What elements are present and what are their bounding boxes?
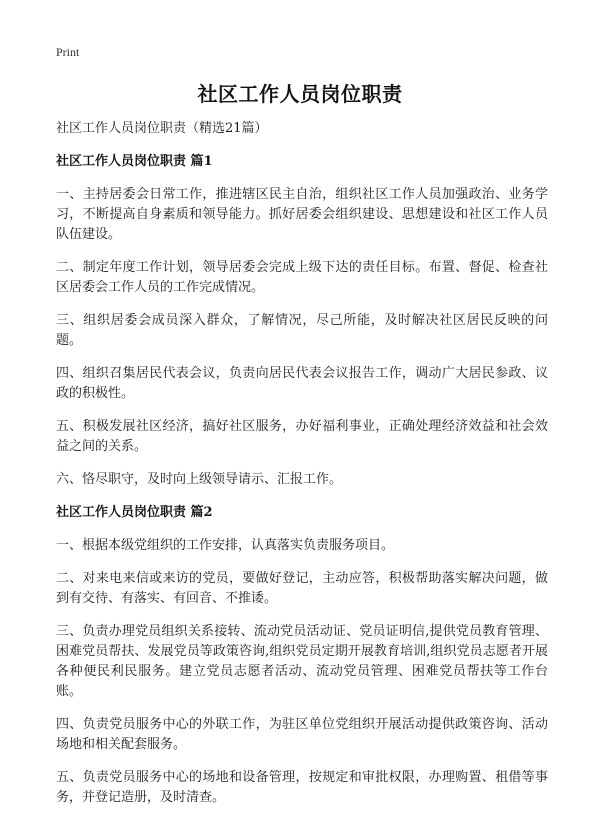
section-heading: 社区工作人员岗位职责 篇1 [56, 154, 213, 169]
section-2 [56, 503, 548, 808]
paragraph: 二、制定年度工作计划，领导居委会完成上级下达的责任目标。布置、督促、检查社区居委会工作人员的工作完成情况。 [56, 260, 548, 295]
paragraph: 三、负责办理党员组织关系接转、流动党员活动证、党员证明信,提供党员教育管理、困难党员帮扶、发展党员等政策咨询,组织党员定期开展教育培训,组织党员志愿者开展各种便民利民服务。建立党员志愿者活动、流动党员管理、困难党员帮扶等工作台账。 [56, 624, 548, 699]
section-1 [56, 152, 548, 490]
paragraph: 六、恪尽职守，及时向上级领导请示、汇报工作。 [56, 472, 343, 487]
page-title: 社区工作人员岗位职责 [197, 82, 403, 106]
paragraph: 四、组织召集居民代表会议，负责向居民代表会议报告工作，调动广大居民参政、议政的积极性。 [56, 366, 548, 401]
paragraph: 五、负责党员服务中心的场地和设备管理，按规定和审批权限，办理购置、租借等事务，并登记造册，及时清查。 [56, 770, 548, 805]
paragraph: 五、积极发展社区经济，搞好社区服务，办好福利事业，正确处理经济效益和社会效益之间的关系。 [56, 419, 548, 454]
print-label: Print [56, 45, 80, 59]
paragraph: 一、主持居委会日常工作，推进辖区民主自治，组织社区工作人员加强政治、业务学习，不断提高自身素质和领导能力。抓好居委会组织建设、思想建设和社区工作人员队伍建设。 [56, 187, 548, 242]
paragraph: 三、组织居委会成员深入群众，了解情况，尽己所能，及时解决社区居民反映的问题。 [56, 313, 548, 348]
section-heading: 社区工作人员岗位职责 篇2 [56, 505, 213, 520]
document-body [56, 119, 548, 820]
paragraph: 一、根据本级党组织的工作安排，认真落实负责服务项目。 [56, 538, 395, 553]
document-subtitle: 社区工作人员岗位职责（精选21篇） [56, 121, 268, 136]
paragraph: 二、对来电来信或来访的党员，要做好登记，主动应答，积极帮助落实解决问题，做到有交待、有落实、有回音、不推诿。 [56, 571, 548, 606]
paragraph: 四、负责党员服务中心的外联工作，为驻区单位党组织开展活动提供政策咨询、活动场地和相关配套服务。 [56, 717, 548, 752]
